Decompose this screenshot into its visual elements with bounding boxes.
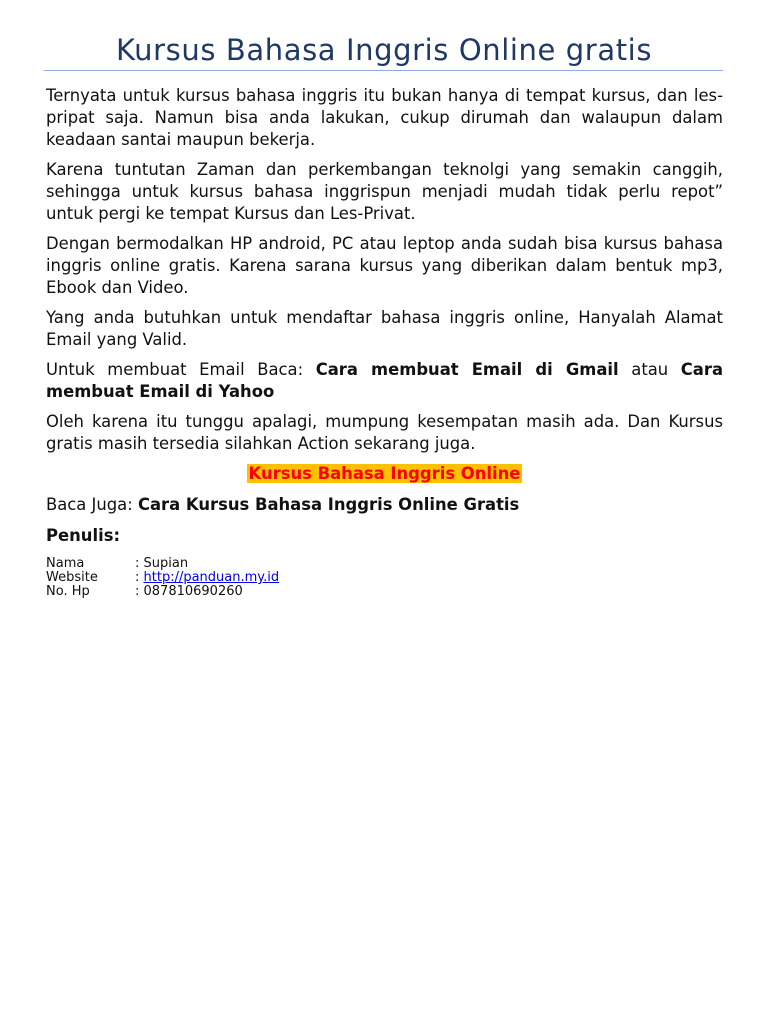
yahoo-article-link[interactable]: Cara membuat Email di Yahoo	[46, 360, 724, 401]
paragraph-3: Dengan bermodalkan HP android, PC atau leptop anda sudah bisa kursus bahasa inggris online gratis. Karena sarana kursus yang diberikan dalam bentuk mp3, Ebook dan Video.	[46, 234, 723, 297]
baca-juga-link[interactable]: Cara Kursus Bahasa Inggris Online Gratis	[137, 495, 520, 514]
name-label: Nama	[46, 556, 85, 571]
name-value: : Supian	[135, 556, 189, 571]
phone-value: : 087810690260	[135, 584, 243, 599]
author-name-row	[46, 557, 723, 571]
paragraph-2: Karena tuntutan Zaman dan perkembangan teknolgi yang semakin canggih, sehingga untuk kursus bahasa inggrispun menjadi mudah tidak perlu repot” untuk pergi ke tempat Kursus dan Les-Privat.	[46, 160, 723, 223]
website-link[interactable]: http://panduan.my.id	[143, 570, 280, 585]
page-title: Kursus Bahasa Inggris Online gratis	[115, 33, 653, 67]
phone-label: No. Hp	[46, 584, 90, 599]
title-divider	[44, 70, 723, 71]
gmail-article-link[interactable]: Cara membuat Email di Gmail	[315, 360, 619, 379]
baca-juga-line	[46, 494, 723, 516]
document-body	[46, 85, 723, 599]
or-text: atau	[618, 360, 681, 379]
paragraph-4: Yang anda butuhkan untuk mendaftar bahasa inggris online, Hanyalah Alamat Email yang Valid.	[46, 308, 723, 349]
author-info	[46, 557, 723, 599]
paragraph-5	[46, 359, 723, 403]
highlight-banner	[46, 463, 723, 485]
website-separator: :	[135, 570, 144, 585]
email-intro-text: Untuk membuat Email Baca:	[46, 360, 316, 379]
paragraph-6: Oleh karena itu tunggu apalagi, mumpung kesempatan masih ada. Dan Kursus gratis masih tersedia silahkan Action sekarang juga.	[46, 412, 723, 453]
highlight-link[interactable]: Kursus Bahasa Inggris Online	[248, 464, 521, 483]
baca-juga-label: Baca Juga:	[46, 495, 138, 514]
author-heading: Penulis:	[46, 526, 121, 545]
author-phone-row	[46, 585, 723, 599]
website-label: Website	[46, 570, 98, 585]
author-website-row	[46, 571, 723, 585]
paragraph-1: Ternyata untuk kursus bahasa inggris itu bukan hanya di tempat kursus, dan les-pripat saja. Namun bisa anda lakukan, cukup dirumah dan walaupun dalam keadaan santai maupun bekerja.	[46, 86, 723, 149]
